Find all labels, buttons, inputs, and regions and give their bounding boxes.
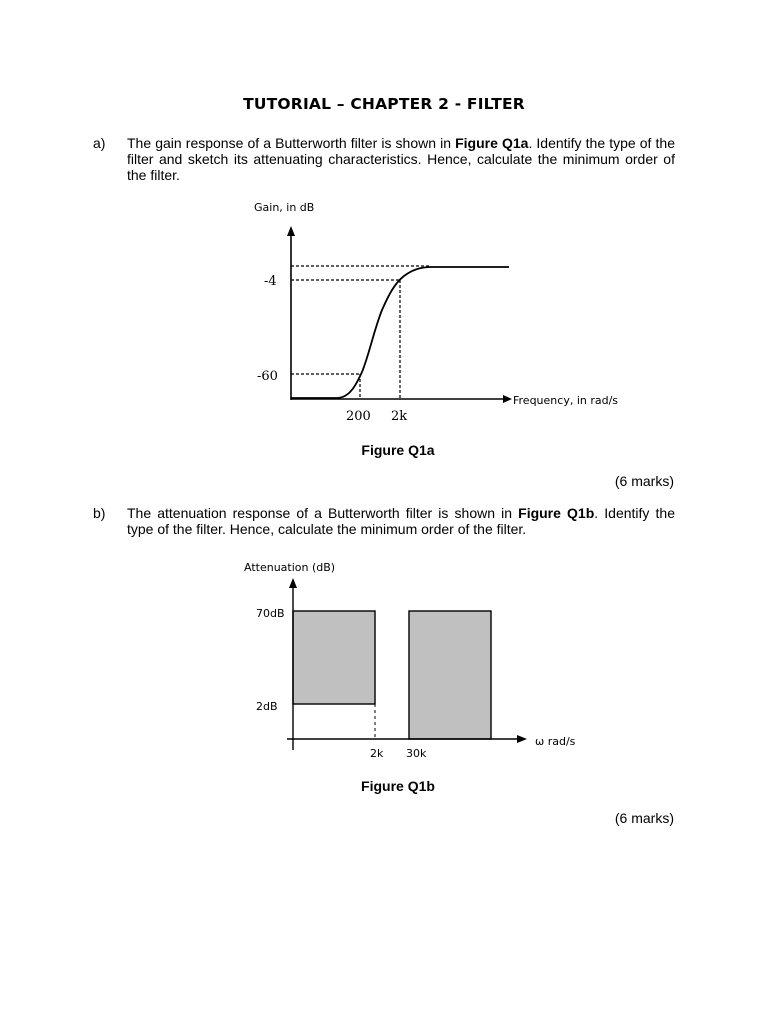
question-b-label: b) (93, 505, 106, 521)
question-a-label: a) (93, 135, 106, 151)
q1b-x-tick-30k: 30k (406, 747, 427, 760)
question-a-marks: (6 marks) (614, 473, 674, 489)
question-a-figure-ref: Figure Q1a (455, 135, 529, 151)
page-title: TUTORIAL – CHAPTER 2 - FILTER (243, 95, 525, 113)
q1b-x-axis-arrow (517, 735, 527, 743)
q1a-y-axis-label: Gain, in dB (254, 201, 315, 214)
q1a-x-axis-label: Frequency, in rad/s (513, 394, 619, 407)
question-b-marks: (6 marks) (614, 810, 674, 826)
q1a-x-tick-2k: 2k (391, 409, 408, 424)
q1b-y-tick-2db: 2dB (256, 700, 278, 713)
question-b-figure-ref: Figure Q1b (518, 505, 595, 521)
q1a-y-tick-minus4: -4 (264, 274, 277, 289)
question-b-text-after: . Identify the type of the filter. Hence, calculate the minimum order of the filter. (127, 505, 675, 537)
figure-q1b-caption: Figure Q1b (361, 778, 435, 794)
question-a-text-before: The gain response of a Butterworth filter is shown in (127, 135, 456, 151)
q1b-stopband-region (409, 611, 491, 739)
q1b-y-tick-70db: 70dB (256, 607, 285, 620)
q1b-y-axis-label: Attenuation (dB) (244, 561, 336, 574)
q1b-passband-region (293, 611, 375, 704)
q1b-x-tick-2k: 2k (370, 747, 384, 760)
q1a-x-tick-200: 200 (346, 409, 371, 424)
question-b-text-before: The attenuation response of a Butterworth filter is shown in (127, 505, 519, 521)
q1a-y-tick-minus60: -60 (257, 369, 278, 384)
question-a-text-after: . Identify the type of the filter and sketch its attenuating characteristics. Hence, calculate the minimum order of the filter. (127, 135, 675, 183)
q1b-y-axis-arrow (289, 578, 297, 588)
q1b-x-axis-label: ω rad/s (535, 735, 576, 748)
figure-q1a-caption: Figure Q1a (361, 442, 435, 458)
